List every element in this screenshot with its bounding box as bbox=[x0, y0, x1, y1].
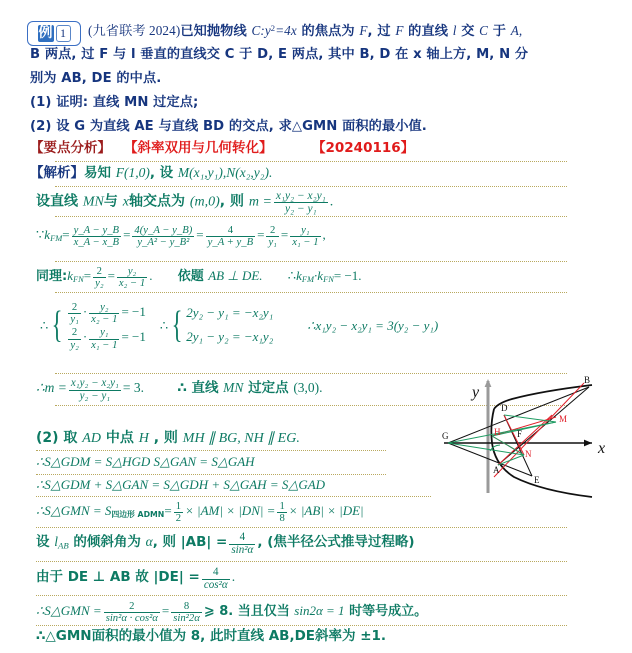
p6-frac bbox=[229, 532, 255, 556]
part2-line-6 bbox=[36, 567, 235, 591]
l6-cn: ∴ 直线 bbox=[177, 380, 224, 397]
date-code: 【20240116】 bbox=[312, 140, 415, 156]
p5-f1d: 2 bbox=[175, 513, 182, 525]
solution-intro-cn: 易知 bbox=[84, 165, 116, 181]
p2-c: , 则 bbox=[148, 430, 183, 446]
l3-f4n: 2 bbox=[270, 225, 276, 236]
l2-x: x bbox=[122, 194, 129, 210]
divider-4 bbox=[55, 261, 567, 262]
stem-l1-m: 于 bbox=[488, 24, 511, 39]
s1r2-f2d: x₁ − 1 bbox=[91, 339, 118, 351]
l2-fraction bbox=[274, 190, 328, 215]
p7-a: 由于 DE ⊥ AB 故 |DE| = bbox=[36, 569, 200, 586]
green-line-5 bbox=[492, 422, 556, 436]
l4-frac-1 bbox=[93, 266, 105, 289]
stem-l1-d: =4x bbox=[275, 23, 297, 38]
system-2-row-2: 2y₁ − y₂ = −x₁y₂ bbox=[186, 329, 274, 345]
l4-therefore: ∴ bbox=[287, 267, 297, 283]
red-line-4 bbox=[492, 417, 556, 436]
stem-line-1 bbox=[88, 24, 522, 38]
divider-9 bbox=[36, 474, 386, 475]
divider-8 bbox=[36, 450, 386, 451]
solution-line-2: 设直线 MN与 x轴交点为 (m,0), 则 m = $\frac{\text{x₁y₂ − x₂y₁}}{\text{y₂ − y₁}}$ . bbox=[36, 190, 334, 216]
point-label-M: M bbox=[559, 414, 568, 424]
system-2-row-1: 2y₂ − y₁ = −x₂y₁ bbox=[186, 304, 274, 320]
part2-line-8: ∴△GMN面积的最小值为 8, 此时直线 AB,DE斜率为 ±1. bbox=[36, 628, 387, 644]
stem-l1-g: , 过 bbox=[367, 24, 396, 39]
l3-frac-3 bbox=[206, 225, 255, 248]
stem-question-1: (1) 证明: 直线 MN 过定点; bbox=[30, 95, 199, 110]
l3-ksub: FM bbox=[50, 233, 63, 244]
l2-mn: MN bbox=[82, 194, 104, 210]
y-axis-arrow bbox=[485, 379, 492, 387]
p6-a: 设 bbox=[36, 534, 55, 551]
divider-11 bbox=[36, 527, 567, 528]
l3-f2n: 4(y_A − y_B) bbox=[134, 225, 193, 236]
stem-line-2: B 两点, 过 F 与 l 垂直的直线交 C 于 D, E 两点, 其中 B, D 在 x 轴上方, M, N 分 bbox=[30, 47, 529, 62]
l3-frac-2 bbox=[132, 225, 194, 248]
l6-num: x₁y₂ − x₂y₁ bbox=[70, 377, 119, 389]
solution-line-4: 同理$:k_{FN}=$ $\frac{2}{\text{y₂}}$ = $\frac{\text{y₂}}{\text{x₂ − 1}}$ . 依题 AB ⊥ DE. $\therefore k_{FM}\cdot k_{FN}= -1$. bbox=[36, 266, 362, 290]
point-label-E: E bbox=[534, 475, 540, 485]
l6-den: y₂ − y₁ bbox=[69, 390, 121, 403]
stem-question-2: (2) 设 G 为直线 AE 与直线 BD 的交点, 求△GMN 面积的最小值. bbox=[30, 119, 427, 134]
l4-f1d: y₂ bbox=[95, 278, 104, 290]
divider-5 bbox=[55, 292, 567, 293]
p8-a: ∴S△GMN = bbox=[36, 602, 102, 618]
stem-l1-i: 的直线 bbox=[403, 24, 453, 39]
p5-f1n: 1 bbox=[175, 501, 182, 512]
l3-frac-4 bbox=[266, 225, 278, 248]
l3-k: k bbox=[44, 226, 51, 242]
part2-line-4 bbox=[36, 501, 364, 524]
l2-cn4: , 则 bbox=[219, 193, 249, 210]
geometry-figure bbox=[432, 373, 632, 500]
stem-l1-n: A, bbox=[510, 23, 523, 38]
stem-l1-j: l bbox=[452, 23, 457, 38]
s1r1-f1 bbox=[68, 302, 80, 325]
l3-f1d: x_A − x_B bbox=[73, 237, 120, 249]
stem-l1-l: C bbox=[479, 23, 489, 38]
x-axis-arrow bbox=[584, 440, 592, 447]
red-line-1 bbox=[494, 383, 584, 477]
divider-12 bbox=[36, 561, 567, 562]
s1r2-f1n: 2 bbox=[71, 327, 78, 339]
solution-intro-MN: M(x₁,y₁),N(x₂,y₂). bbox=[177, 165, 273, 180]
l2-cn1: 设直线 bbox=[36, 193, 83, 210]
p6-l: l bbox=[54, 534, 58, 550]
s1r2-f1 bbox=[68, 327, 80, 350]
solution-intro bbox=[30, 166, 272, 181]
l3-f5d: x₁ − 1 bbox=[292, 237, 319, 249]
p8-c: 时等号成立。 bbox=[344, 603, 428, 619]
stem-l1-k: 交 bbox=[456, 24, 480, 39]
p8-f2d: sin²2α bbox=[173, 613, 200, 625]
s1r1-f1d: y₁ bbox=[70, 314, 79, 326]
point-label-A: A bbox=[493, 465, 500, 475]
l4-f2n: y₂ bbox=[127, 266, 137, 277]
divider-10 bbox=[36, 496, 431, 497]
solution-line-3: $\because k_{FM}=$ $\frac{y\_A - y\_B}{x\_A - x\_B}$ = $\frac{4(y\_A - y\_B)}{\text{y\_A² − y\_B²}}$ = $\frac{4}{y\_A + y\_B}$ = $\frac{2}{\text{y₁}}$ = $\frac{\text{y₁}}{\text{x₁ − 1}}$ , bbox=[36, 225, 326, 249]
divider-13 bbox=[36, 595, 567, 596]
divider-2 bbox=[55, 186, 567, 187]
l4-dot: ·k bbox=[314, 267, 324, 283]
l3-f1n: y_A − y_B bbox=[73, 225, 120, 236]
parabola-lower bbox=[491, 409, 592, 497]
system-1: { $\frac{2}{\text{y₁}}$ · $\frac{\text{y₂}}{\text{x₂ − 1}}$ = −1 $\frac{2}{\text{y₂}}$ · $\frac{\text{y₁}}{\text{x₁ − 1}}$ = −1 bbox=[48, 300, 146, 351]
part2-line-2: ∴S△GDM = S△HGD S△GAN = S△GAH bbox=[36, 454, 255, 469]
p2-H: H bbox=[138, 431, 149, 446]
s1r1-f2 bbox=[89, 302, 119, 325]
stem-l1-h: F bbox=[395, 23, 404, 38]
green-line-2 bbox=[448, 443, 524, 455]
l4-cn2: 依题 bbox=[177, 268, 209, 284]
l3-f3n: 4 bbox=[227, 225, 234, 236]
example-badge-number: 1 bbox=[56, 25, 71, 42]
l6-val: = 3. bbox=[122, 380, 144, 396]
p8-f1n: 2 bbox=[129, 601, 135, 612]
analysis-label: 【要点分析】 bbox=[30, 140, 111, 156]
l2-frac-num: x₁y₂ − x₂y₁ bbox=[275, 190, 326, 202]
figure-svg bbox=[432, 373, 632, 500]
s1r1-eq: = −1 bbox=[121, 304, 146, 319]
l3-eq1: = bbox=[62, 226, 70, 242]
p8-b: ⩾ 8. 当且仅当 bbox=[203, 603, 295, 619]
y-axis-label: y bbox=[472, 384, 480, 401]
l4-ksub: FN bbox=[72, 274, 84, 285]
p6-alpha: α bbox=[145, 534, 153, 550]
l2-meq: m = bbox=[248, 194, 272, 210]
stem-l1-c: 2 bbox=[270, 23, 276, 34]
l6-cn2: 过定点 bbox=[243, 380, 294, 397]
s1r2-f1d: y₂ bbox=[70, 339, 79, 351]
p8-eq: = bbox=[161, 602, 170, 618]
solution-system-row: ∴ { $\frac{2}{\text{y₁}}$ · $\frac{\text{y₂}}{\text{x₂ − 1}}$ = −1 $\frac{2}{\text{y₂}}$ · $\frac{\text{y₁}}{\text{x₁ − 1}}$ = −1 ∴ { 2y₂ − y₁ = −x₂y₁ 2y₁ − y₂ = −x₁y₂ ∴x₁y₂ − x₂y₁ = 3(y₂ − y₁) bbox=[40, 300, 438, 351]
point-label-F: F bbox=[517, 429, 523, 439]
l4-val: = −1. bbox=[333, 267, 362, 283]
point-label-H: H bbox=[494, 427, 501, 437]
p8-frac-2 bbox=[171, 601, 202, 624]
s1r1-f1n: 2 bbox=[71, 302, 78, 314]
green-line-4 bbox=[498, 455, 524, 465]
l3-f2d: y_A² − y_B² bbox=[132, 236, 194, 248]
p6-d: , (焦半径公式推导过程略) bbox=[257, 534, 415, 551]
l4-f1n: 2 bbox=[96, 266, 102, 277]
divider-1 bbox=[55, 161, 567, 162]
part2-line-5 bbox=[36, 532, 415, 556]
p8-f2n: 8 bbox=[183, 601, 190, 612]
system-1-row-2: $\frac{2}{\text{y₂}}$ · $\frac{\text{y₁}}{\text{x₁ − 1}}$ = −1 bbox=[70, 327, 146, 351]
p8-sin: sin2α = 1 bbox=[294, 602, 345, 618]
x-axis-label: x bbox=[598, 440, 606, 457]
l4-prodsub2: FN bbox=[323, 274, 334, 285]
p5-a: ∴S△GMN = S bbox=[36, 502, 112, 518]
p6-fd: sin²α bbox=[231, 543, 254, 556]
l4-frac-2 bbox=[117, 266, 147, 289]
stem-l1-b: C:y bbox=[251, 23, 271, 38]
stem-l1-a: 已知抛物线 bbox=[180, 24, 252, 39]
l3-frac-1 bbox=[72, 225, 121, 248]
point-label-D: D bbox=[501, 403, 508, 413]
p5-b: = bbox=[164, 502, 172, 518]
part2-line-3: ∴S△GDM + S△GAN = S△GDH + S△GAH = S△GAD bbox=[36, 477, 326, 492]
p2-b: 中点 bbox=[100, 430, 139, 446]
s1r2-eq: = −1 bbox=[121, 329, 146, 345]
l3-f5n: y₁ bbox=[301, 225, 310, 236]
s1r2-f2 bbox=[89, 327, 119, 350]
l2-m0: (m,0) bbox=[189, 194, 220, 210]
stem-l1-e: 的焦点为 bbox=[296, 24, 360, 39]
l6-m: ∴m = bbox=[36, 380, 67, 396]
point-label-N: N bbox=[525, 449, 532, 459]
p6-fn: 4 bbox=[239, 531, 246, 543]
p6-lsub: AB bbox=[57, 540, 69, 551]
p5-f2n: 1 bbox=[279, 501, 285, 512]
p6-b: 的倾斜角为 bbox=[68, 534, 146, 551]
solution-intro-set: , 设 bbox=[149, 165, 178, 181]
divider-3 bbox=[55, 216, 567, 217]
l4-f2d: x₂ − 1 bbox=[118, 278, 146, 290]
stem-line-3: 别为 AB, DE 的中点. bbox=[30, 71, 162, 86]
p7-fd: cos²α bbox=[203, 578, 228, 591]
point-label-G: G bbox=[442, 431, 449, 441]
example-badge bbox=[27, 21, 81, 46]
s1r1-f2d: x₂ − 1 bbox=[91, 314, 118, 326]
p8-f1d: sin²α · cos²α bbox=[105, 613, 158, 625]
l4-cn: 同理: bbox=[36, 268, 68, 284]
analysis-topic: 【斜率双用与几何转化】 bbox=[124, 140, 273, 156]
solution-label: 【解析】 bbox=[30, 165, 84, 181]
stem-l1-f: F bbox=[359, 23, 368, 38]
l4-prod: k bbox=[296, 267, 302, 283]
l3-frac-5 bbox=[290, 225, 320, 248]
solution-line-6 bbox=[36, 378, 323, 402]
l6-pt: (3,0). bbox=[293, 380, 323, 396]
p5-sub: 四边形 ADMN bbox=[111, 509, 165, 519]
p7-fn: 4 bbox=[212, 566, 219, 578]
p5-f2d: 8 bbox=[279, 513, 285, 525]
l4-k: k bbox=[67, 267, 73, 283]
l3-f3d: y_A + y_B bbox=[207, 237, 254, 249]
l6-MN: MN bbox=[223, 380, 244, 396]
p2-AD: AD bbox=[82, 431, 101, 446]
system-1-row-1: $\frac{2}{\text{y₁}}$ · $\frac{\text{y₂}}{\text{x₂ − 1}}$ = −1 bbox=[70, 302, 146, 326]
system-conclusion: ∴x₁y₂ − x₂y₁ = 3(y₂ − y₁) bbox=[307, 317, 439, 333]
p5-d: × |AB| × |DE| bbox=[288, 502, 364, 518]
system-2: { 2y₂ − y₁ = −x₂y₁ 2y₁ − y₂ = −x₁y₂ bbox=[168, 301, 273, 350]
part2-line-7 bbox=[36, 601, 427, 624]
p2-a: (2) 取 bbox=[36, 430, 83, 446]
point-label-B: B bbox=[584, 375, 591, 385]
divider-14 bbox=[36, 625, 567, 626]
l2-cn2: 与 bbox=[103, 193, 123, 210]
p7-frac bbox=[202, 567, 230, 591]
l2-cn3: 轴交点为 bbox=[128, 193, 190, 210]
part2-line-1 bbox=[36, 431, 300, 446]
solution-intro-F: F(1,0) bbox=[115, 165, 150, 180]
p5-frac-1 bbox=[174, 501, 183, 524]
p2-rel: MH ∥ BG, NH ∥ EG. bbox=[182, 431, 300, 446]
p6-c: , 则 |AB| = bbox=[152, 534, 228, 551]
p7-b: . bbox=[231, 569, 236, 585]
l4-prodsub1: FM bbox=[301, 274, 315, 285]
s1r1-f2n: y₂ bbox=[100, 302, 109, 314]
l2-frac-den: y₂ − y₁ bbox=[274, 202, 328, 215]
p5-frac-2 bbox=[277, 501, 286, 524]
p5-c: × |AM| × |DN| = bbox=[185, 502, 276, 518]
l3-f4d: y₁ bbox=[268, 237, 277, 249]
l4-perp: AB ⊥ DE. bbox=[208, 267, 263, 283]
l3-because: ∵ bbox=[36, 226, 45, 242]
p8-frac-1 bbox=[104, 601, 160, 624]
l6-frac bbox=[69, 378, 121, 402]
example-badge-char: 例 bbox=[38, 25, 53, 41]
stem-source: (九省联考 2024) bbox=[88, 23, 181, 38]
s1r2-f2n: y₁ bbox=[100, 327, 109, 339]
